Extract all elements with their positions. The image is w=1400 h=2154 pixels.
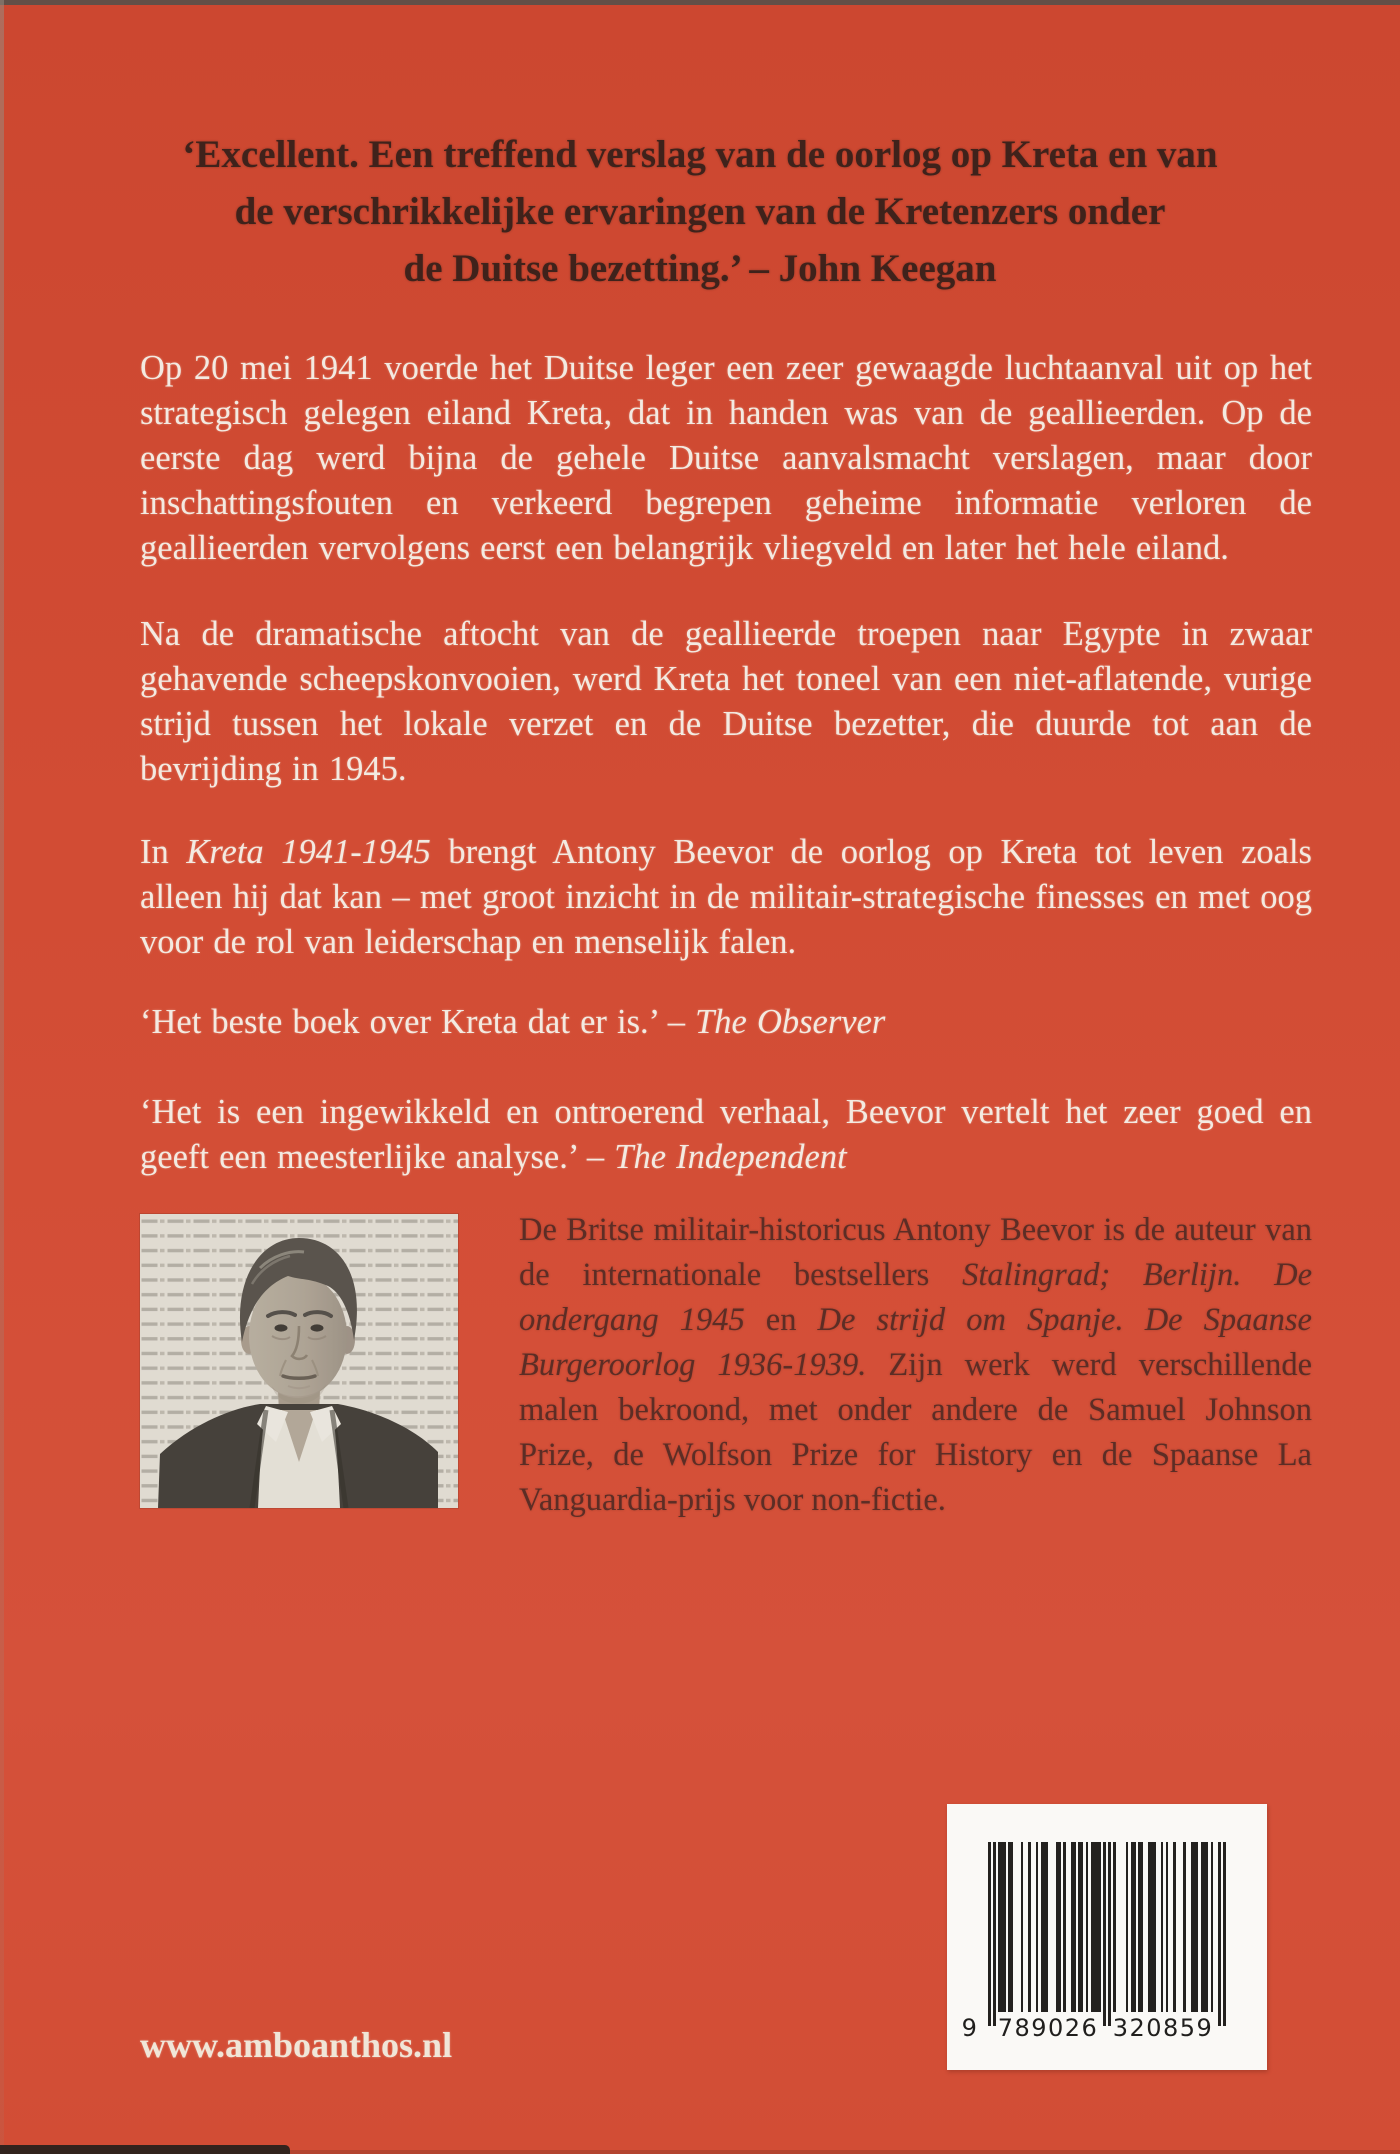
praise-quote-line-1: ‘Excellent. Een treffend verslag van de oorlog op Kreta en van: [182, 133, 1218, 176]
synopsis-paragraph-1: Op 20 mei 1941 voerde het Duitse leger een zeer gewaagde luchtaanval uit op het strategisch gelegen eiland Kreta, dat in handen was van de geallieerden. Op de eerste dag werd bijna de gehele Duitse aanvalsmacht verslagen, maar door inschattingsfouten en verkeerd begrepen geheime informatie verloren de geallieerden vervolgens eerst een belangrijk vliegveld en later het hele eiland.: [140, 349, 1312, 567]
barcode-digit-group-2: 320859: [1112, 2014, 1214, 2042]
author-portrait-illustration: [140, 1214, 458, 1508]
publisher-website-url: www.amboanthos.nl: [140, 2025, 453, 2065]
praise-quote-line-2: de verschrikkelijke ervaringen van de Kretenzers onder: [234, 190, 1166, 233]
barcode-panel: [947, 1804, 1267, 2070]
press-quote-separator: –: [657, 1003, 696, 1041]
barcode-digit-leading: 9: [961, 2014, 979, 2042]
scan-edge-top: [0, 0, 1400, 5]
bio-text: Zijn werk werd verschillende malen bekroond, met onder andere de Samuel Johnson Prize, de Wolfson Prize for History en de Spaanse La Vanguardia-prijs voor non-fictie.: [519, 1347, 1312, 1518]
bio-text: en: [744, 1302, 818, 1338]
press-quote-separator: –: [576, 1138, 615, 1176]
press-quote-text: ‘Het beste boek over Kreta dat er is.’: [140, 1003, 658, 1041]
author-bio: [519, 1208, 1312, 1523]
press-quote-source: The Independent: [614, 1138, 847, 1176]
bio-text: De Britse militair-historicus Antony Beevor is de auteur van de internationale bestsellers: [519, 1212, 1312, 1293]
press-quote-independent: [140, 1090, 1312, 1180]
press-quote-text: ‘Het is een ingewikkeld en ontroerend verhaal, Beevor vertelt het zeer goed en geeft een meesterlijke analyse.’: [140, 1093, 1312, 1176]
scan-edge-left: [0, 0, 4, 2154]
praise-quote-keegan: [70, 126, 1330, 297]
praise-quote-line-3: de Duitse bezetting.’ – John Keegan: [403, 247, 997, 290]
synopsis-p3-text: brengt Antony Beevor de oorlog op Kreta tot leven zoals alleen hij dat kan – met groot inzicht in de militair-strategische finesses en met oog voor de rol van leiderschap en menselijk falen.: [140, 833, 1312, 961]
press-quote-observer: [140, 1000, 1312, 1045]
bio-title-italic: Stalingrad; Berlijn. De ondergang 1945: [519, 1257, 1313, 1338]
barcode-digit-group-1: 789026: [997, 2014, 1099, 2042]
synopsis-paragraph-2: Na de dramatische aftocht van de geallieerde troepen naar Egypte in zwaar gehavende scheepskonvooien, werd Kreta het toneel van een niet-aflatende, vurige strijd tussen het lokale verzet en de Duitse bezetter, die duurde tot aan de bevrijding in 1945.: [140, 615, 1312, 788]
barcode-bars: [988, 1842, 1226, 2028]
book-title-italic: Kreta 1941-1945: [186, 833, 431, 871]
scan-edge-bottom-left: [0, 2145, 290, 2154]
synopsis-p3-text: In: [140, 833, 187, 871]
bio-title-italic: De strijd om Spanje. De Spaanse Burgeroorlog 1936-1939.: [519, 1302, 1312, 1383]
press-quote-source: The Observer: [695, 1003, 886, 1041]
synopsis-paragraph-3: [140, 830, 1312, 965]
author-photo: [140, 1214, 458, 1508]
